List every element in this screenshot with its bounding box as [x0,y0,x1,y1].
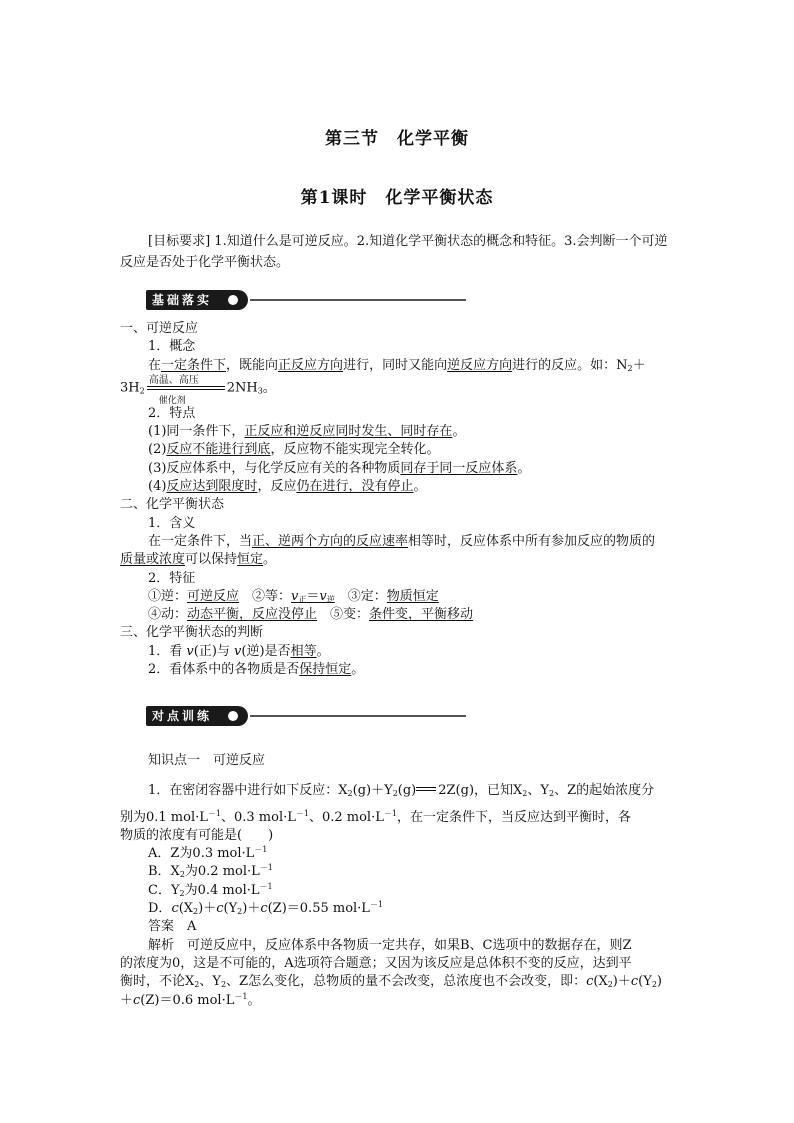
equilibrium-arrow-icon [416,784,438,794]
feature-1: (1)同一条件下，正反应和逆反应同时发生、同时存在。 [148,424,466,440]
term-condition: 一定条件下 [161,357,227,373]
explanation-1: 解析 可逆反应中，反应体系中各物质一定共存，如果B、C选项中的数据存在，则Z [148,937,632,953]
equation-ammonia: $3H_2$ 高温、高压 催化剂 $2NH_3$。 [120,374,276,406]
meaning-heading: 1．含义 [148,515,196,531]
reversible-arrow-icon: 高温、高压 催化剂 [145,379,227,397]
section-banner-practice [146,706,466,728]
answer: 答案 A [148,919,197,935]
banner-rule [250,715,466,717]
term-forward: 正反应方向 [278,357,344,373]
option-c: C．$Y_2$为0.4 $mol\cdot L^{-1}$ [148,881,273,898]
banner-rule [250,299,466,301]
concept-heading: 1．概念 [148,339,196,355]
judgement-2: 2．看体系中的各物质是否保持恒定。 [148,662,365,678]
bullet-dot-icon [228,295,238,305]
heading-judgement: 三、化学平衡状态的判断 [120,625,264,641]
question-1-stem-1: 1．在密闭容器中进行如下反应：$X_2(g)+Y_2(g)$ 2Z(g)，已知$X_2$、$Y_2$、Z的起始浓度分 [148,783,655,799]
section-banner-basics [146,290,466,312]
option-d: D．$c(X_2)+c(Y_2)+c(Z)=0.55$ $mol\cdot L^{-1}$ [148,900,384,917]
concept-text: 在一定条件下，既能向正反应方向进行，同时又能向逆反应方向进行的反应。如：$N_2+$ [148,357,646,373]
section-tag-basics: 基础落实 [146,290,248,310]
feature-3: (3)反应体系中，与化学反应有关的各种物质同存于同一反应体系。 [148,460,531,476]
heading-reversible: 一、可逆反应 [120,321,199,336]
bullet-dot-icon [228,711,238,721]
learning-goals [120,231,680,273]
judgement-1: 1．看 v(正)与 v(逆)是否相等。 [148,643,330,659]
lesson-title: 第1课时 化学平衡状态 [300,188,494,208]
term-reverse: 逆反应方向 [447,357,513,373]
characteristics-2: ④动：动态平衡，反应没停止 ⑤变：条件变，平衡移动 [148,607,474,623]
question-1-stem-2: 别为0.1 $mol\cdot L^{-1}$、0.3 $mol\cdot L^{-1}$、0.2 $mol\cdot L^{-1}$，在一定条件下，当反应达到平衡时，各 [120,808,631,825]
section-title: 第三节 化学平衡 [325,129,469,149]
practice-content [120,752,680,1010]
question-1-stem-3: 物质的浓度有可能是( ) [120,827,274,843]
section-tag-practice: 对点训练 [146,706,248,726]
knowledge-point: 知识点一 可逆反应 [148,753,266,768]
goals-label: [目标要求] [148,234,211,249]
feature-heading: 2．特点 [148,405,196,421]
heading-equilibrium: 二、化学平衡状态 [120,497,225,513]
feature-2: (2)反应不能进行到底，反应物不能实现完全转化。 [148,442,440,458]
characteristics-1: ①逆：可逆反应 ②等：$v_正=v_逆$ ③定：物质恒定 [148,588,439,604]
explanation-4: ＋c(Z)＝0.6 $mol\cdot L^{-1}$。 [120,991,261,1008]
explanation-3: 衡时，不论$X_2$、$Y_2$、Z怎么变化，总物质的量不会改变，总浓度也不会改变，即：$c(X_2)+c(Y_2)$ [120,974,662,990]
feature-4: (4)反应达到限度时，反应仍在进行，没有停止。 [148,479,427,495]
meaning-text-2: 质量或浓度可以保持恒定。 [120,552,277,568]
meaning-text-1: 在一定条件下，当正、逆两个方向的反应速率相等时，反应体系中所有参加反应的物质的 [148,533,656,549]
characteristics-heading: 2．特征 [148,570,196,586]
basics-content [120,320,680,679]
explanation-2: 的浓度为0，这是不可能的，A选项符合题意；又因为该反应是总体积不变的反应，达到平 [120,955,632,971]
goals-text: 1.知道什么是可逆反应。2.知道化学平衡状态的概念和特征。3.会判断一个可逆反应是否处于化学平衡状态。 [120,234,668,270]
option-a: A．Z为0.3 $mol\cdot L^{-1}$ [148,845,268,862]
option-b: B．$X_2$为0.2 $mol\cdot L^{-1}$ [148,863,273,880]
